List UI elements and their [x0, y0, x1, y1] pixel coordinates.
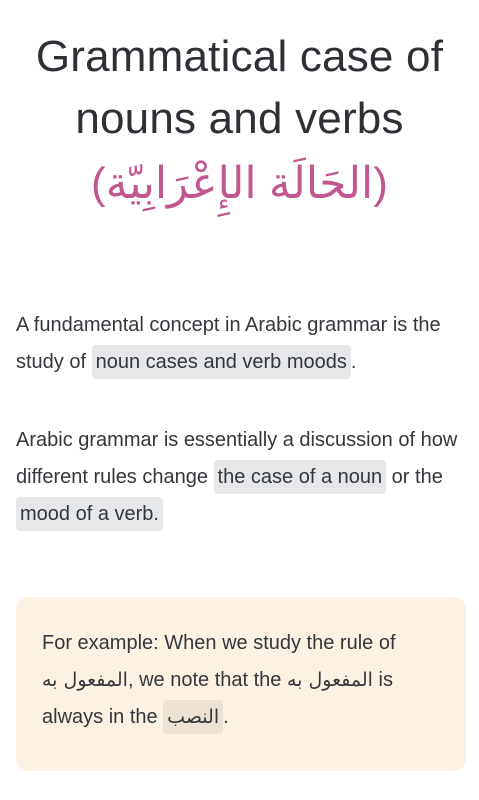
highlight-case-of-noun: the case of a noun	[214, 460, 387, 494]
highlight-mood-of-verb: mood of a verb.	[16, 497, 163, 531]
paragraph-text: .	[350, 351, 357, 373]
highlight-noun-cases: noun cases and verb moods	[92, 345, 351, 379]
callout-text: .	[223, 706, 229, 728]
title-line-1: Grammatical case of	[35, 32, 444, 81]
arabic-term-object: المفعول به	[286, 669, 373, 691]
title-arabic: (الحَالَة الإِعْرَابِيّة)	[91, 159, 388, 208]
paragraph-text: A fundamental concept in Arabic grammar is the study of	[16, 314, 441, 373]
intro-paragraph	[16, 307, 466, 381]
page-title	[0, 26, 479, 212]
callout-text: , we note that the	[127, 669, 287, 691]
arabic-term-object: المفعول به	[42, 669, 128, 691]
callout-text: For example: When we study the rule of	[42, 632, 396, 654]
paragraph-text: Arabic grammar is essentially a discussion of how different rules change	[16, 429, 458, 488]
highlight-nasb: النصب	[163, 700, 223, 734]
grammar-paragraph	[16, 422, 466, 533]
paragraph-text: or the	[386, 466, 443, 488]
example-callout	[16, 597, 466, 771]
title-line-2: nouns and verbs	[75, 94, 404, 143]
callout-text: is always in the	[42, 669, 393, 728]
